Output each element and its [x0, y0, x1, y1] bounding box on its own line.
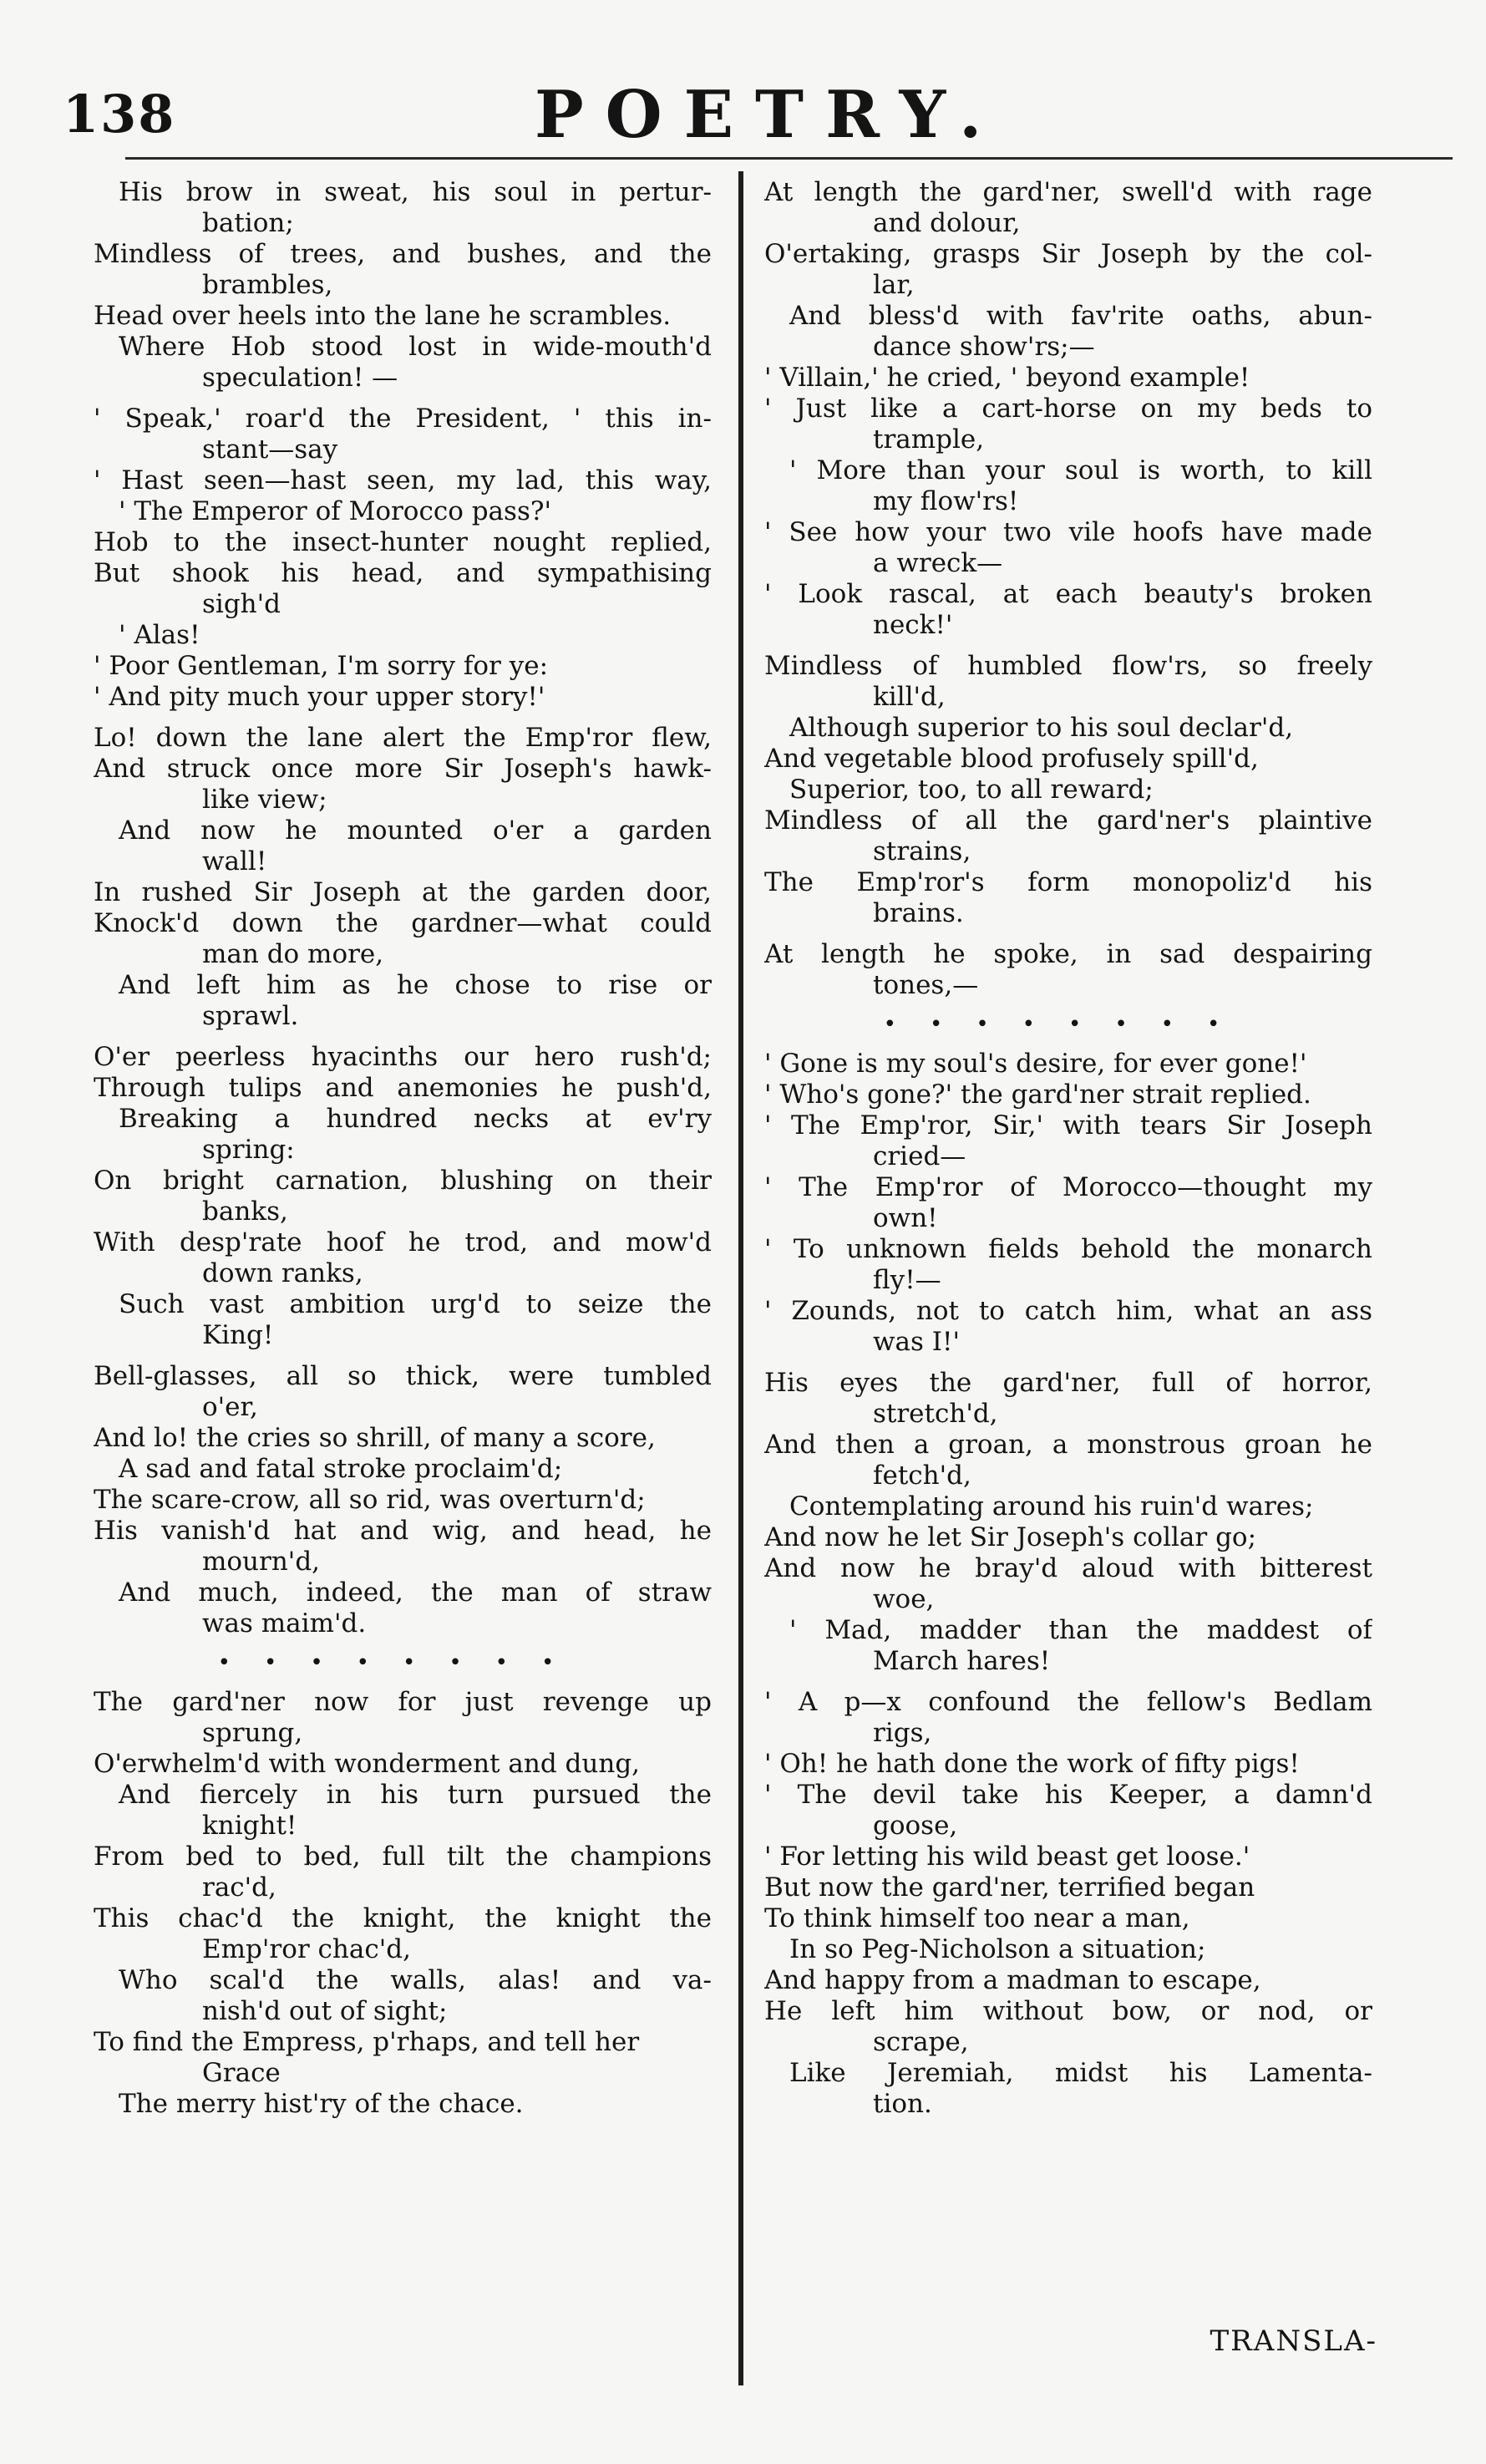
catchword: TRANSLA- [1210, 2324, 1377, 2358]
verse-line: And much, indeed, the man of straw [119, 1577, 712, 1608]
verse-line: Head over heels into the lane he scrambles. [94, 301, 672, 331]
verse-line: tones,— [873, 970, 979, 1000]
verse-line: Mindless of trees, and bushes, and the [94, 239, 712, 269]
verse-line: ' Poor Gentleman, I'm sorry for ye: [94, 651, 549, 681]
verse-line: a wreck— [873, 548, 1003, 578]
verse-line: was maim'd. [202, 1608, 367, 1638]
verse-line: stretch'd, [873, 1399, 998, 1429]
verse-line: And happy from a madman to escape, [764, 1965, 1261, 1995]
verse-line: Lo! down the lane alert the Emp'ror flew, [94, 723, 712, 753]
verse-line: wall! [202, 846, 267, 876]
verse-line: Hob to the insect-hunter nought replied, [94, 527, 712, 557]
verse-line: Knock'd down the gardner—what could [94, 908, 712, 938]
verse-line: ' Oh! he hath done the work of fifty pigs! [764, 1749, 1300, 1779]
verse-line: Mindless of humbled flow'rs, so freely [764, 651, 1372, 681]
right-column [764, 177, 1372, 2120]
verse-line: ' Who's gone?' the gard'ner strait replied. [764, 1080, 1311, 1110]
verse-line: ' More than your soul is worth, to kill [789, 455, 1372, 485]
verse-line: With desp'rate hoof he trod, and mow'd [94, 1227, 712, 1257]
verse-line: Breaking a hundred necks at ev'ry [119, 1104, 712, 1134]
verse-line: This chac'd the knight, the knight the [94, 1903, 712, 1933]
verse-line: ' Look rascal, at each beauty's broken [764, 579, 1372, 609]
verse-line: And left him as he chose to rise or [119, 970, 712, 1000]
verse-line: scrape, [873, 2027, 969, 2057]
verse-line: ' Alas! [119, 620, 200, 650]
verse-line: Through tulips and anemonies he push'd, [94, 1073, 712, 1103]
verse-line: rac'd, [202, 1872, 276, 1903]
verse-line: Contemplating around his ruin'd wares; [789, 1491, 1314, 1522]
verse-line: nish'd out of sight; [202, 1996, 448, 2026]
verse-line: man do more, [202, 939, 384, 969]
verse-line: In so Peg-Nicholson a situation; [789, 1934, 1206, 1964]
verse-line: ' Zounds, not to catch him, what an ass [764, 1296, 1372, 1326]
verse-line: ' Mad, madder than the maddest of [789, 1615, 1372, 1645]
page-title: POETRY. [535, 77, 1004, 153]
verse-line: ' And pity much your upper story!' [94, 682, 545, 712]
verse-line: Although superior to his soul declar'd, [789, 713, 1294, 743]
verse-line: ' The Emperor of Morocco pass?' [119, 496, 551, 526]
verse-line: Mindless of all the gard'ner's plaintive [764, 805, 1372, 836]
verse-line: His brow in sweat, his soul in pertur- [119, 177, 712, 207]
verse-line: And now he let Sir Joseph's collar go; [764, 1522, 1257, 1552]
left-column [94, 177, 712, 2120]
verse-line: Like Jeremiah, midst his Lamenta- [789, 2058, 1372, 2088]
verse-line: sigh'd [202, 589, 281, 619]
verse-line: His vanish'd hat and wig, and head, he [94, 1516, 712, 1546]
verse-line: ' Just like a cart-horse on my beds to [764, 394, 1372, 424]
verse-line: lar, [873, 270, 915, 300]
verse-line: mourn'd, [202, 1547, 321, 1577]
verse-line: was I!' [873, 1327, 961, 1357]
verse-line: The scare-crow, all so rid, was overturn'd; [94, 1485, 646, 1515]
verse-line: To find the Empress, p'rhaps, and tell her [94, 2027, 640, 2057]
verse-line: Where Hob stood lost in wide-mouth'd [119, 332, 712, 362]
verse-line: O'er peerless hyacinths our hero rush'd; [94, 1042, 712, 1072]
verse-line: goose, [873, 1811, 958, 1841]
verse-line: strains, [873, 836, 971, 866]
verse-line: ' The Emp'ror, Sir,' with tears Sir Joseph [764, 1110, 1372, 1141]
header-rule [125, 157, 1453, 160]
verse-line: speculation! — [202, 363, 398, 393]
section-break: •••••••• [217, 1650, 588, 1675]
verse-line: ' The devil take his Keeper, a damn'd [764, 1780, 1372, 1810]
verse-line: And bless'd with fav'rite oaths, abun- [789, 301, 1372, 331]
verse-line: ' Hast seen—hast seen, my lad, this way, [94, 465, 712, 495]
verse-line: own! [873, 1203, 938, 1233]
verse-line: knight! [202, 1811, 297, 1841]
verse-line: March hares! [873, 1646, 1051, 1676]
verse-line: But now the gard'ner, terrified began [764, 1872, 1255, 1903]
verse-line: Bell-glasses, all so thick, were tumbled [94, 1361, 712, 1391]
verse-line: Who scal'd the walls, alas! and va- [119, 1965, 712, 1995]
verse-line: And fiercely in his turn pursued the [119, 1780, 712, 1810]
verse-line: Superior, too, to all reward; [789, 775, 1154, 805]
verse-line: like view; [202, 785, 327, 815]
verse-line: But shook his head, and sympathising [94, 558, 712, 588]
verse-line: sprung, [202, 1718, 303, 1748]
verse-line: And struck once more Sir Joseph's hawk- [94, 754, 712, 784]
verse-line: And now he bray'd aloud with bitterest [764, 1553, 1372, 1583]
verse-line: In rushed Sir Joseph at the garden door, [94, 877, 712, 907]
verse-line: cried— [873, 1141, 966, 1171]
verse-line: brambles, [202, 270, 333, 300]
verse-line: rigs, [873, 1718, 932, 1748]
page-header [0, 0, 1486, 175]
section-break: •••••••• [883, 1012, 1254, 1037]
verse-line: banks, [202, 1196, 288, 1227]
verse-line: The Emp'ror's form monopoliz'd his [764, 867, 1372, 897]
verse-line: ' Speak,' roar'd the President, ' this in- [94, 404, 712, 434]
verse-line: ' See how your two vile hoofs have made [764, 517, 1372, 547]
verse-line: dance show'rs;— [873, 332, 1095, 362]
verse-line: ' A p—x confound the fellow's Bedlam [764, 1687, 1372, 1717]
verse-line: At length he spoke, in sad despairing [764, 939, 1372, 969]
verse-line: spring: [202, 1135, 295, 1165]
verse-line: my flow'rs! [873, 486, 1019, 516]
verse-line: o'er, [202, 1392, 258, 1422]
verse-line: ' To unknown fields behold the monarch [764, 1234, 1372, 1264]
verse-line: ' Gone is my soul's desire, for ever gone!' [764, 1049, 1307, 1079]
verse-line: O'erwhelm'd with wonderment and dung, [94, 1749, 641, 1779]
verse-line: O'ertaking, grasps Sir Joseph by the col- [764, 239, 1372, 269]
verse-line: Emp'ror chac'd, [202, 1934, 411, 1964]
verse-line: woe, [873, 1584, 935, 1614]
verse-line: and dolour, [873, 208, 1021, 238]
verse-line: To think himself too near a man, [764, 1903, 1190, 1933]
verse-line: Such vast ambition urg'd to seize the [119, 1289, 712, 1319]
verse-line: King! [202, 1320, 274, 1350]
verse-line: stant—say [202, 434, 338, 465]
verse-line: brains. [873, 898, 964, 928]
verse-line: And now he mounted o'er a garden [119, 815, 712, 846]
verse-line: down ranks, [202, 1258, 363, 1288]
verse-line: The merry hist'ry of the chace. [119, 2089, 524, 2119]
verse-line: And vegetable blood profusely spill'd, [764, 744, 1259, 774]
column-divider [738, 171, 743, 2385]
verse-line: From bed to bed, full tilt the champions [94, 1842, 712, 1872]
verse-line: ' The Emp'ror of Morocco—thought my [764, 1172, 1372, 1202]
verse-line: He left him without bow, or nod, or [764, 1996, 1372, 2026]
verse-line: At length the gard'ner, swell'd with rage [764, 177, 1372, 207]
verse-line: sprawl. [202, 1001, 299, 1031]
verse-line: bation; [202, 208, 294, 238]
verse-line: kill'd, [873, 682, 946, 712]
verse-line: fetch'd, [873, 1461, 971, 1491]
verse-line: fly!— [873, 1265, 941, 1295]
verse-line: His eyes the gard'ner, full of horror, [764, 1368, 1372, 1398]
verse-line: And lo! the cries so shrill, of many a score, [94, 1423, 656, 1453]
verse-line: And then a groan, a monstrous groan he [764, 1430, 1372, 1460]
verse-line: neck!' [873, 610, 953, 640]
page-number: 138 [63, 84, 176, 145]
verse-line: Grace [202, 2058, 281, 2088]
verse-line: tion. [873, 2089, 932, 2119]
verse-line: trample, [873, 424, 985, 455]
verse-line: A sad and fatal stroke proclaim'd; [119, 1454, 563, 1484]
verse-line: ' Villain,' he cried, ' beyond example! [764, 363, 1250, 393]
verse-line: On bright carnation, blushing on their [94, 1166, 712, 1196]
verse-line: ' For letting his wild beast get loose.' [764, 1842, 1250, 1872]
verse-line: The gard'ner now for just revenge up [94, 1687, 712, 1717]
